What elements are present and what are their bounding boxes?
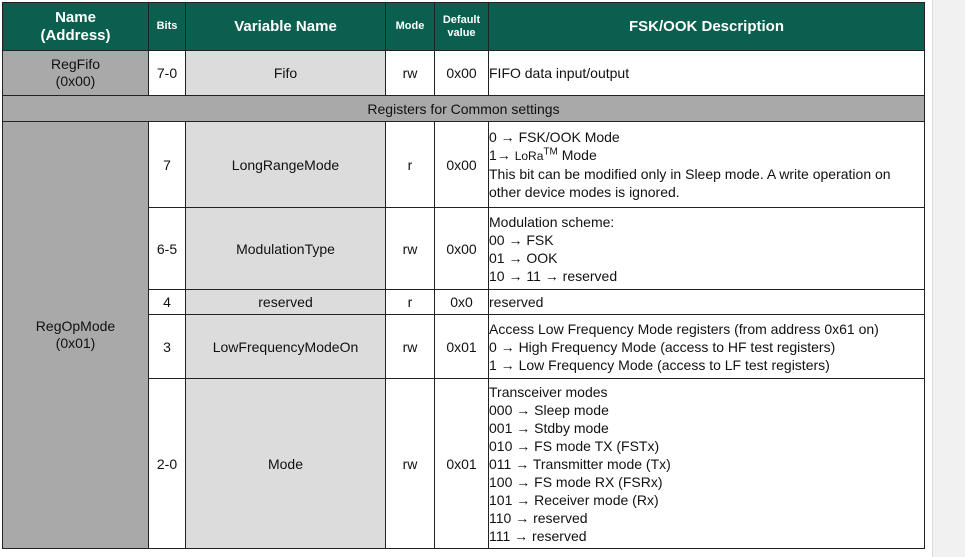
desc-line: Transceiver modes <box>489 383 608 400</box>
section-title: Registers for Common settings <box>3 96 925 122</box>
default-cell: 0x00 <box>435 208 489 290</box>
description-cell: FIFO data input/output <box>489 51 925 96</box>
desc-line: 101 → Receiver mode (Rx) <box>489 491 659 508</box>
bits-cell: 7-0 <box>149 51 186 96</box>
description-cell <box>489 208 925 290</box>
variable-cell: Fifo <box>186 51 386 96</box>
bits-cell: 4 <box>149 290 186 315</box>
desc-line: 10 → 11 → reserved <box>489 267 618 284</box>
header-bits: Bits <box>149 3 186 51</box>
register-name: RegFifo <box>50 56 101 72</box>
desc-line: 00 → FSK <box>489 231 554 248</box>
mode-cell: rw <box>386 379 435 549</box>
default-cell: 0x01 <box>435 379 489 549</box>
desc-line: 100 → FS mode RX (FSRx) <box>489 473 663 490</box>
bits-cell: 7 <box>149 122 186 208</box>
desc-line: 0 → High Frequency Mode (access to HF test registers) <box>489 338 836 355</box>
header-mode: Mode <box>386 3 435 51</box>
header-description: FSK/OOK Description <box>489 3 925 51</box>
desc-line: 01 → OOK <box>489 249 558 266</box>
register-name-cell <box>3 122 149 549</box>
mode-cell: r <box>386 290 435 315</box>
register-name: RegOpMode <box>35 318 116 334</box>
header-name: Name (Address) <box>3 3 149 51</box>
lora-text: LoRa <box>514 149 544 163</box>
desc-line: 1 → Low Frequency Mode (access to LF test registers) <box>489 356 830 373</box>
variable-cell: LongRangeMode <box>186 122 386 208</box>
default-cell: 0x00 <box>435 122 489 208</box>
default-cell: 0x00 <box>435 51 489 96</box>
desc-line: Access Low Frequency Mode registers (from address 0x61 on) <box>489 320 879 337</box>
default-cell: 0x01 <box>435 315 489 379</box>
mode-cell: rw <box>386 208 435 290</box>
mode-cell: rw <box>386 315 435 379</box>
bits-cell: 3 <box>149 315 186 379</box>
variable-cell: ModulationType <box>186 208 386 290</box>
desc-line: reserved <box>489 294 544 310</box>
desc-line: 011 → Transmitter mode (Tx) <box>489 455 671 472</box>
variable-cell: Mode <box>186 379 386 549</box>
desc-text: 1→ <box>489 147 515 163</box>
desc-line: Modulation scheme: <box>489 213 615 230</box>
trademark-mark: TM <box>543 146 558 158</box>
desc-line: 010 → FS mode TX (FSTx) <box>489 437 660 454</box>
mode-cell: rw <box>386 51 435 96</box>
description-cell <box>489 290 925 315</box>
mode-cell: r <box>386 122 435 208</box>
register-address: (0x01) <box>55 335 96 351</box>
variable-cell: LowFrequencyModeOn <box>186 315 386 379</box>
description-cell <box>489 315 925 379</box>
table-row-longrangemode <box>3 122 925 208</box>
desc-text: Mode <box>557 147 597 163</box>
desc-line: 001 → Stdby mode <box>489 419 609 436</box>
header-row <box>3 3 925 51</box>
section-row <box>3 96 925 122</box>
bits-cell: 6-5 <box>149 208 186 290</box>
register-name-cell <box>3 51 149 96</box>
description-cell <box>489 122 925 208</box>
desc-line: 110 → reserved <box>489 509 588 526</box>
desc-line: 0 → FSK/OOK Mode <box>489 129 620 145</box>
description-cell <box>489 379 925 549</box>
register-address: (0x00) <box>55 73 96 89</box>
side-panel <box>932 0 965 557</box>
register-table <box>2 2 925 549</box>
desc-line: 000 → Sleep mode <box>489 401 609 418</box>
desc-line: 111 → reserved <box>489 527 587 544</box>
desc-line <box>489 146 924 165</box>
desc-line: This bit can be modified only in Sleep mode. A write operation on other device modes is ignored. <box>489 166 891 200</box>
header-default: Default value <box>435 3 489 51</box>
default-cell: 0x0 <box>435 290 489 315</box>
variable-cell: reserved <box>186 290 386 315</box>
header-variable: Variable Name <box>186 3 386 51</box>
bits-cell: 2-0 <box>149 379 186 549</box>
table-row-regfifo <box>3 51 925 96</box>
